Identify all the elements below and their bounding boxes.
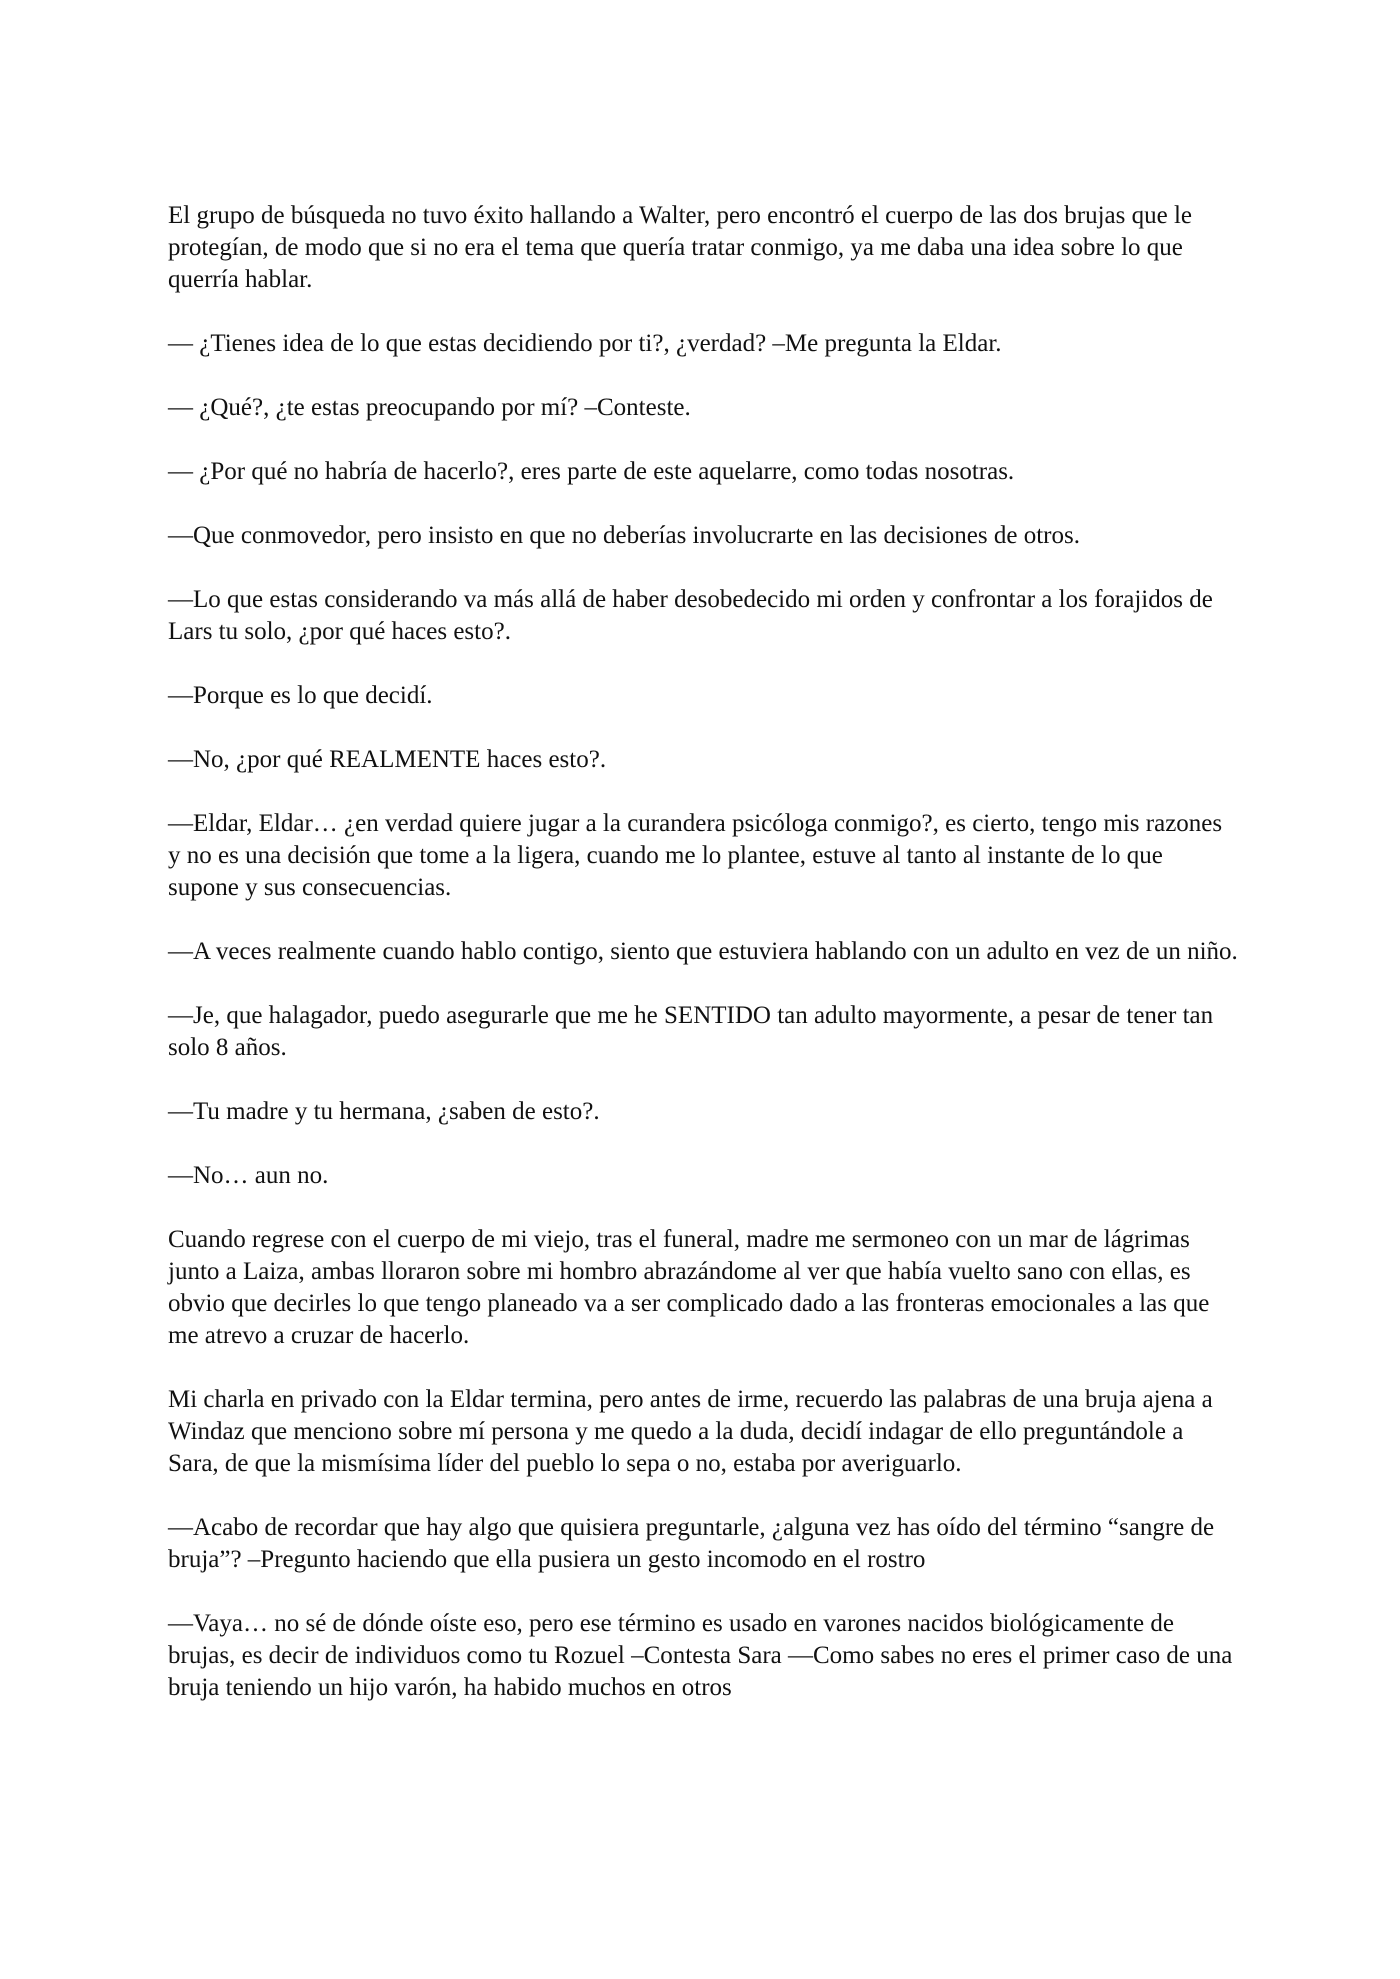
dialogue-line: —Eldar, Eldar… ¿en verdad quiere jugar a la curandera psicóloga conmigo?, es cierto, tengo mis razones y no es una decisión que tome a la ligera, cuando me lo plantee, estuve al tanto al instante de lo que supone y sus consecuencias. [168,810,1223,901]
dialogue-line: —Vaya… no sé de dónde oíste eso, pero ese término es usado en varones nacidos biológicamente de brujas, es decir de individuos como tu Rozuel –Contesta Sara —Como sabes no eres el primer caso de una bruja teniendo un hijo varón, ha habido muchos en otros [168,1610,1233,1701]
paragraph: Mi charla en privado con la Eldar termina, pero antes de irme, recuerdo las palabras de una bruja ajena a Windaz que menciono sobre mí persona y me quedo a la duda, decidí indagar de ello preguntándole a Sara, de que la mismísima líder del pueblo lo sepa o no, estaba por averiguarlo. [168,1386,1213,1477]
dialogue-line: —Porque es lo que decidí. [168,682,433,709]
paragraph: El grupo de búsqueda no tuvo éxito hallando a Walter, pero encontró el cuerpo de las dos brujas que le protegían, de modo que si no era el tema que quería tratar conmigo, ya me daba una idea sobre lo que querría hablar. [168,202,1192,293]
dialogue-line: —Je, que halagador, puedo asegurarle que me he SENTIDO tan adulto mayormente, a pesar de tener tan solo 8 años. [168,1002,1214,1061]
dialogue-line: —A veces realmente cuando hablo contigo, siento que estuviera hablando con un adulto en vez de un niño. [168,938,1238,965]
dialogue-line: —Que conmovedor, pero insisto en que no deberías involucrarte en las decisiones de otros. [168,522,1080,549]
dialogue-line: —Tu madre y tu hermana, ¿saben de esto?. [168,1098,600,1125]
dialogue-line: —Lo que estas considerando va más allá de haber desobedecido mi orden y confrontar a los forajidos de Lars tu solo, ¿por qué haces esto?. [168,586,1213,645]
dialogue-line: — ¿Qué?, ¿te estas preocupando por mí? –Conteste. [168,394,691,421]
dialogue-line: —No… aun no. [168,1162,329,1189]
dialogue-line: — ¿Tienes idea de lo que estas decidiendo por ti?, ¿verdad? –Me pregunta la Eldar. [168,330,1002,357]
dialogue-line: —Acabo de recordar que hay algo que quisiera preguntarle, ¿alguna vez has oído del término “sangre de bruja”? –Pregunto haciendo que ella pusiera un gesto incomodo en el rostro [168,1514,1215,1573]
document-body [168,200,1238,1736]
dialogue-line: —No, ¿por qué REALMENTE haces esto?. [168,746,607,773]
dialogue-line: — ¿Por qué no habría de hacerlo?, eres parte de este aquelarre, como todas nosotras. [168,458,1015,485]
paragraph: Cuando regrese con el cuerpo de mi viejo, tras el funeral, madre me sermoneo con un mar de lágrimas junto a Laiza, ambas lloraron sobre mi hombro abrazándome al ver que había vuelto sano con ellas, es obvio que decirles lo que tengo planeado va a ser complicado dado a las fronteras emocionales a las que me atrevo a cruzar de hacerlo. [168,1226,1210,1349]
